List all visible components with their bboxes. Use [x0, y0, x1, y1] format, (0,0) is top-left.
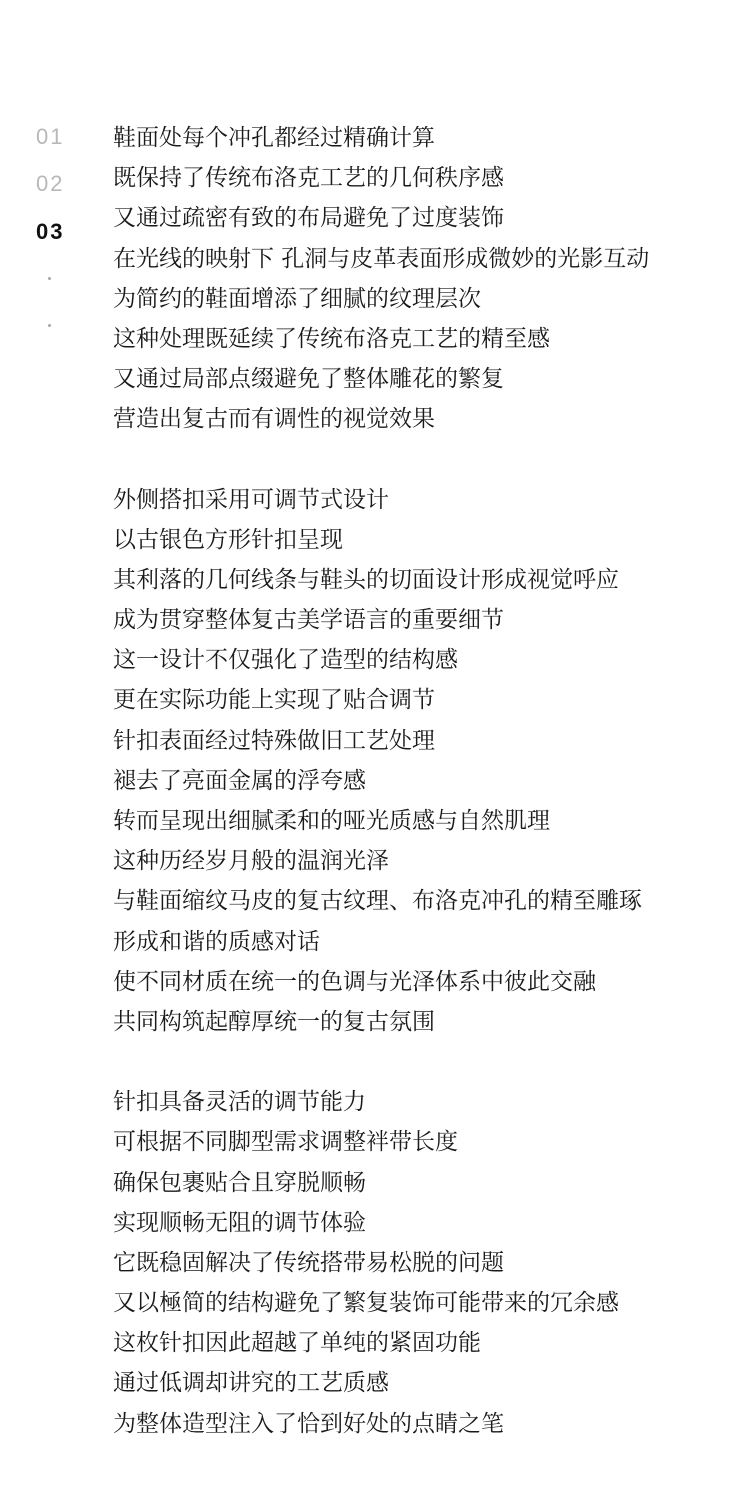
text-line: 为整体造型注入了恰到好处的点睛之笔 [113, 1410, 504, 1437]
text-line: 又通过局部点缀避免了整体雕花的繁复 [113, 366, 504, 393]
description-text [113, 118, 733, 1444]
page-indicator-item-03-active[interactable]: 03 [36, 219, 65, 244]
text-line: 更在实际功能上实现了贴合调节 [113, 687, 435, 714]
text-line: 与鞋面缩纹马皮的复古纹理、布洛克冲孔的精至雕琢 [113, 888, 642, 915]
text-line: 转而呈现出细腻柔和的哑光质感与自然肌理 [113, 808, 550, 834]
text-line: 在光线的映射下 孔洞与皮革表面形成微妙的光影互动 [113, 245, 650, 272]
text-line: 针扣表面经过特殊做旧工艺处理 [113, 727, 435, 754]
paragraph-buckle-design [113, 480, 733, 1043]
text-line: 又以極简的结构避免了繁复装饰可能带来的冗余感 [113, 1290, 619, 1317]
text-line: 以古银色方形针扣呈现 [113, 526, 343, 553]
paragraph-perforation [113, 118, 733, 440]
text-line: 这种处理既延续了传统布洛克工艺的精至感 [113, 325, 550, 352]
text-line: 可根据不同脚型需求调整袢带长度 [113, 1129, 458, 1156]
text-line: 使不同材质在统一的色调与光泽体系中彼此交融 [113, 968, 596, 995]
text-line: 营造出复古而有调性的视觉效果 [113, 406, 435, 433]
text-line: 确保包裹贴合且穿脱顺畅 [113, 1169, 366, 1196]
text-line: 褪去了亮面金属的浮夸感 [113, 767, 366, 794]
text-line: 它既稳固解决了传统搭带易松脱的问题 [113, 1249, 504, 1276]
text-line: 实现顺畅无阻的调节体验 [113, 1209, 366, 1236]
text-line: 针扣具备灵活的调节能力 [113, 1089, 366, 1116]
page-indicator-item-02[interactable]: 02 [36, 171, 65, 196]
text-line: 这一设计不仅强化了造型的结构感 [113, 647, 458, 674]
text-line: 这种历经岁月般的温润光泽 [113, 848, 389, 875]
text-line: 成为贯穿整体复古美学语言的重要细节 [113, 607, 504, 634]
paragraph-buckle-function [113, 1082, 733, 1444]
text-line: 鞋面处每个冲孔都经过精确计算 [113, 125, 435, 151]
text-line: 共同构筑起醇厚统一的复古氛围 [113, 1008, 435, 1035]
text-line: 又通过疏密有致的布局避免了过度装饰 [113, 205, 504, 232]
text-line: 外侧搭扣采用可调节式设计 [113, 486, 389, 513]
text-line: 为简约的鞋面增添了细腻的纹理层次 [113, 285, 481, 312]
page-indicator-dot [48, 324, 51, 327]
text-line: 这枚针扣因此超越了单纯的紧固功能 [113, 1330, 481, 1357]
text-line: 通过低调却讲究的工艺质感 [113, 1370, 389, 1397]
text-line: 形成和谐的质感对话 [113, 928, 320, 955]
text-line: 其利落的几何线条与鞋头的切面设计形成视觉呼应 [113, 566, 619, 593]
text-line: 既保持了传统布洛克工艺的几何秩序感 [113, 165, 504, 192]
page-indicator-item-01[interactable]: 01 [36, 124, 65, 149]
page-indicator-dot [48, 277, 51, 280]
